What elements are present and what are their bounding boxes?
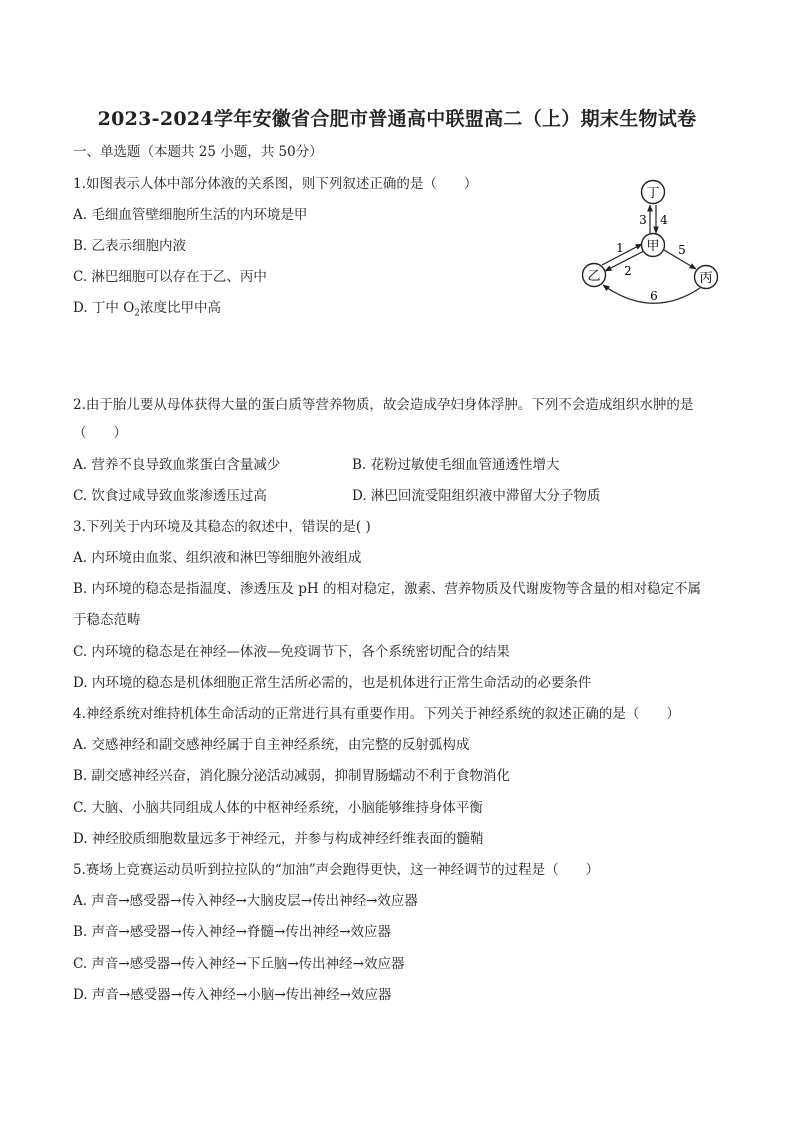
arrow-2-label: 2 <box>624 264 632 278</box>
q1-option-b: B. 乙表示细胞内液 <box>73 238 187 254</box>
q4-option-a: A. 交感神经和副交感神经属于自主神经系统，由完整的反射弧构成 <box>73 737 470 753</box>
q4-stem: 4.神经系统对维持机体生命活动的正常进行具有重要作用。下列关于神经系统的叙述正确的是（ ） <box>73 706 680 722</box>
q2-option-a: A. 营养不良导致血浆蛋白含量减少 <box>73 457 281 473</box>
q5-option-c: C. 声音→感受器→传入神经→下丘脑→传出神经→效应器 <box>73 956 405 972</box>
q5-option-b: B. 声音→感受器→传入神经→脊髓→传出神经→效应器 <box>73 924 392 940</box>
q4-option-d: D. 神经胶质细胞数量远多于神经元，并参与构成神经纤维表面的髓鞘 <box>73 831 484 847</box>
arrow-6-label: 6 <box>650 289 658 303</box>
q1-option-d <box>73 299 221 323</box>
arrow-1-label: 1 <box>616 241 624 255</box>
node-jia-label: 甲 <box>646 239 660 254</box>
q1-stem: 1.如图表示人体中部分体液的关系图，则下列叙述正确的是（ ） <box>73 176 478 192</box>
q5-option-d: D. 声音→感受器→传入神经→小脑→传出神经→效应器 <box>73 987 392 1003</box>
q2-option-b: B. 花粉过敏使毛细血管通透性增大 <box>352 457 560 473</box>
exam-title: 2023-2024学年安徽省合肥市普通高中联盟高二（上）期末生物试卷 <box>97 108 697 130</box>
q5-stem: 5.赛场上竞赛运动员听到拉拉队的“加油”声会跑得更快，这一神经调节的过程是（ ） <box>73 862 600 878</box>
q3-stem: 3.下列关于内环境及其稳态的叙述中，错误的是( ) <box>73 519 371 535</box>
q3-option-a: A. 内环境由血浆、组织液和淋巴等细胞外液组成 <box>73 550 362 566</box>
q2-option-d: D. 淋巴回流受阻组织液中滞留大分子物质 <box>352 488 601 504</box>
body-fluid-diagram <box>572 172 752 312</box>
q1-option-d-text-tail: 浓度比甲中高 <box>140 300 222 316</box>
section-heading: 一、单选题（本题共 25 小题，共 50分） <box>73 144 323 160</box>
q2-option-c: C. 饮食过咸导致血浆渗透压过高 <box>73 488 267 504</box>
q4-option-b: B. 副交感神经兴奋，消化腺分泌活动减弱，抑制胃肠蠕动不利于食物消化 <box>73 768 511 784</box>
q3-option-b: B. 内环境的稳态是指温度、渗透压及 pH 的相对稳定，激素、营养物质及代谢废物等含量的相对稳定不属 <box>73 581 701 597</box>
q4-option-c: C. 大脑、小脑共同组成人体的中枢神经系统，小脑能够维持身体平衡 <box>73 800 483 816</box>
q1-option-c: C. 淋巴细胞可以存在于乙、丙中 <box>73 269 267 285</box>
q1-option-d-text: D. 丁中 O <box>73 300 135 316</box>
arrow-4-label: 4 <box>660 213 668 227</box>
q3-option-c: C. 内环境的稳态是在神经—体液—免疫调节下，各个系统密切配合的结果 <box>73 644 510 660</box>
node-yi-label: 乙 <box>587 269 601 284</box>
q2-stem: 2.由于胎儿要从母体获得大量的蛋白质等营养物质，故会造成孕妇身体浮肿。下列不会造成组织水肿的是 <box>73 397 694 413</box>
arrow-3-label: 3 <box>639 213 647 227</box>
q3-option-d: D. 内环境的稳态是机体细胞正常生活所必需的，也是机体进行正常生命活动的必要条件 <box>73 675 592 691</box>
node-bing-label: 丙 <box>699 271 713 286</box>
arrow-5-label: 5 <box>678 243 686 257</box>
q5-option-a: A. 声音→感受器→传入神经→大脑皮层→传出神经→效应器 <box>73 893 418 909</box>
node-ding-label: 丁 <box>646 186 660 201</box>
q1-option-d-subscript: 2 <box>134 308 141 319</box>
q3-option-b-continued: 于稳态范畴 <box>73 612 141 628</box>
q2-stem-continued: （ ） <box>73 425 127 441</box>
q1-option-a: A. 毛细血管壁细胞所生活的内环境是甲 <box>73 207 308 223</box>
